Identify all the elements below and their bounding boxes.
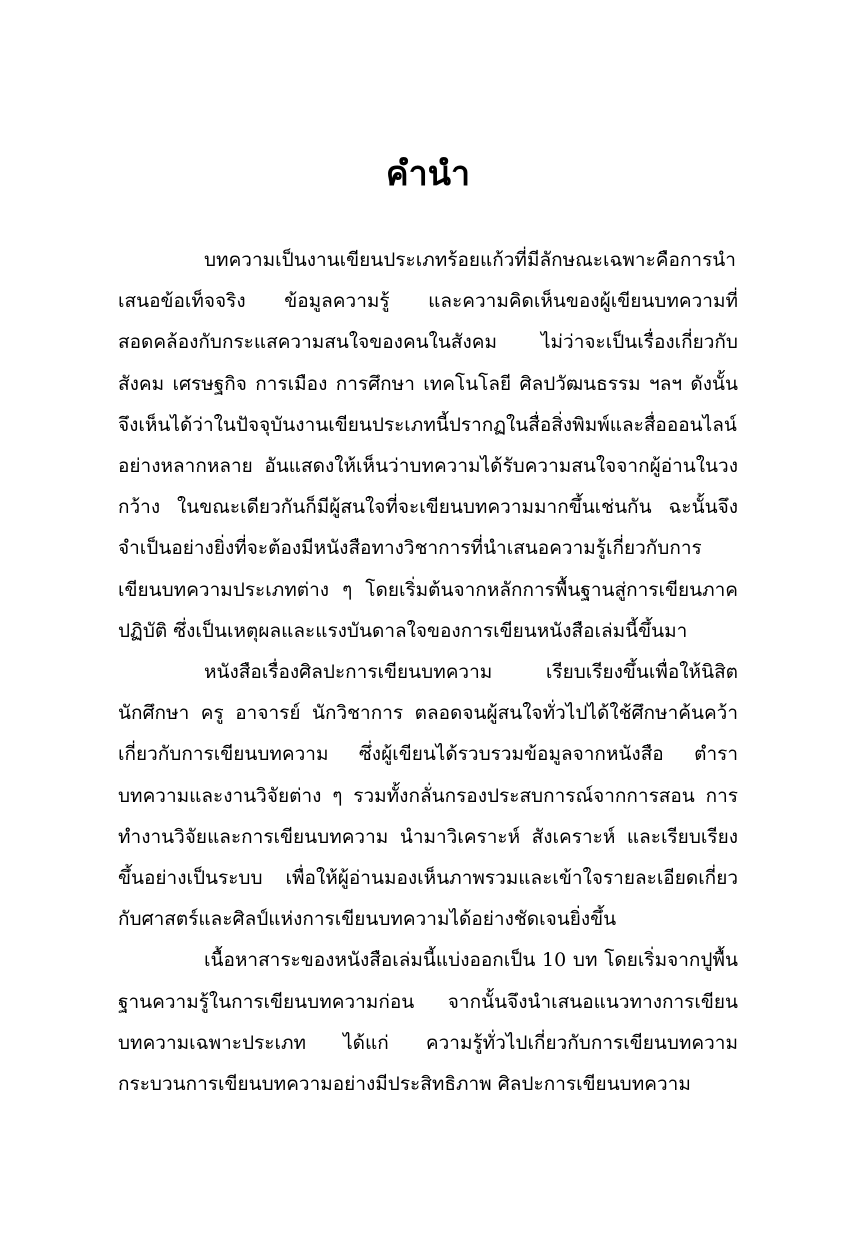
preface-body [118,240,738,1105]
page-title: คำนำ [385,154,471,194]
paragraph-1: บทความเป็นงานเขียนประเภทร้อยแก้วที่มีลักษณะเฉพาะคือการนำเสนอข้อเท็จจริง ข้อมูลความรู้ และความคิดเห็นของผู้เขียนบทความที่สอดคล้องกับกระแสความสนใจของคนในสังคม ไม่ว่าจะเป็นเรื่องเกี่ยวกับสังคม เศรษฐกิจ การเมือง การศึกษา เทคโนโลยี ศิลปวัฒนธรรม ฯลฯ ดังนั้นจึงเห็นได้ว่าในปัจจุบันงานเขียนประเภทนี้ปรากฏในสื่อสิ่งพิมพ์และสื่อออนไลน์อย่างหลากหลาย อันแสดงให้เห็นว่าบทความได้รับความสนใจจากผู้อ่านในวงกว้าง ในขณะเดียวกันก็มีผู้สนใจที่จะเขียนบทความมากขึ้นเช่นกัน ฉะนั้นจึงจำเป็นอย่างยิ่งที่จะต้องมีหนังสือทางวิชาการที่นำเสนอความรู้เกี่ยวกับการเขียนบทความประเภทต่าง ๆ โดยเริ่มต้นจากหลักการพื้นฐานสู่การเขียนภาคปฏิบัติ ซึ่งเป็นเหตุผลและแรงบันดาลใจของการเขียนหนังสือเล่มนี้ขึ้นมา [118,249,738,642]
paragraph-2: หนังสือเรื่องศิลปะการเขียนบทความ เรียบเรียงขึ้นเพื่อให้นิสิตนักศึกษา ครู อาจารย์ นักวิชาการ ตลอดจนผู้สนใจทั่วไปได้ใช้ศึกษาค้นคว้าเกี่ยวกับการเขียนบทความ ซึ่งผู้เขียนได้รวบรวมข้อมูลจากหนังสือ ตำรา บทความและงานวิจัยต่าง ๆ รวมทั้งกลั่นกรองประสบการณ์จากการสอน การทำงานวิจัยและการเขียนบทความ นำมาวิเคราะห์ สังเคราะห์ และเรียบเรียงขึ้นอย่างเป็นระบบ เพื่อให้ผู้อ่านมองเห็นภาพรวมและเข้าใจรายละเอียดเกี่ยวกับศาสตร์และศิลป์แห่งการเขียนบทความได้อย่างชัดเจนยิ่งขึ้น [118,661,738,931]
paragraph-3: เนื้อหาสาระของหนังสือเล่มนี้แบ่งออกเป็น 10 บท โดยเริ่มจากปูพื้นฐานความรู้ในการเขียนบทความก่อน จากนั้นจึงนำเสนอแนวทางการเขียนบทความเฉพาะประเภท ได้แก่ ความรู้ทั่วไปเกี่ยวกับการเขียนบทความ กระบวนการเขียนบทความอย่างมีประสิทธิภาพ ศิลปะการเขียนบทความ [118,949,738,1096]
